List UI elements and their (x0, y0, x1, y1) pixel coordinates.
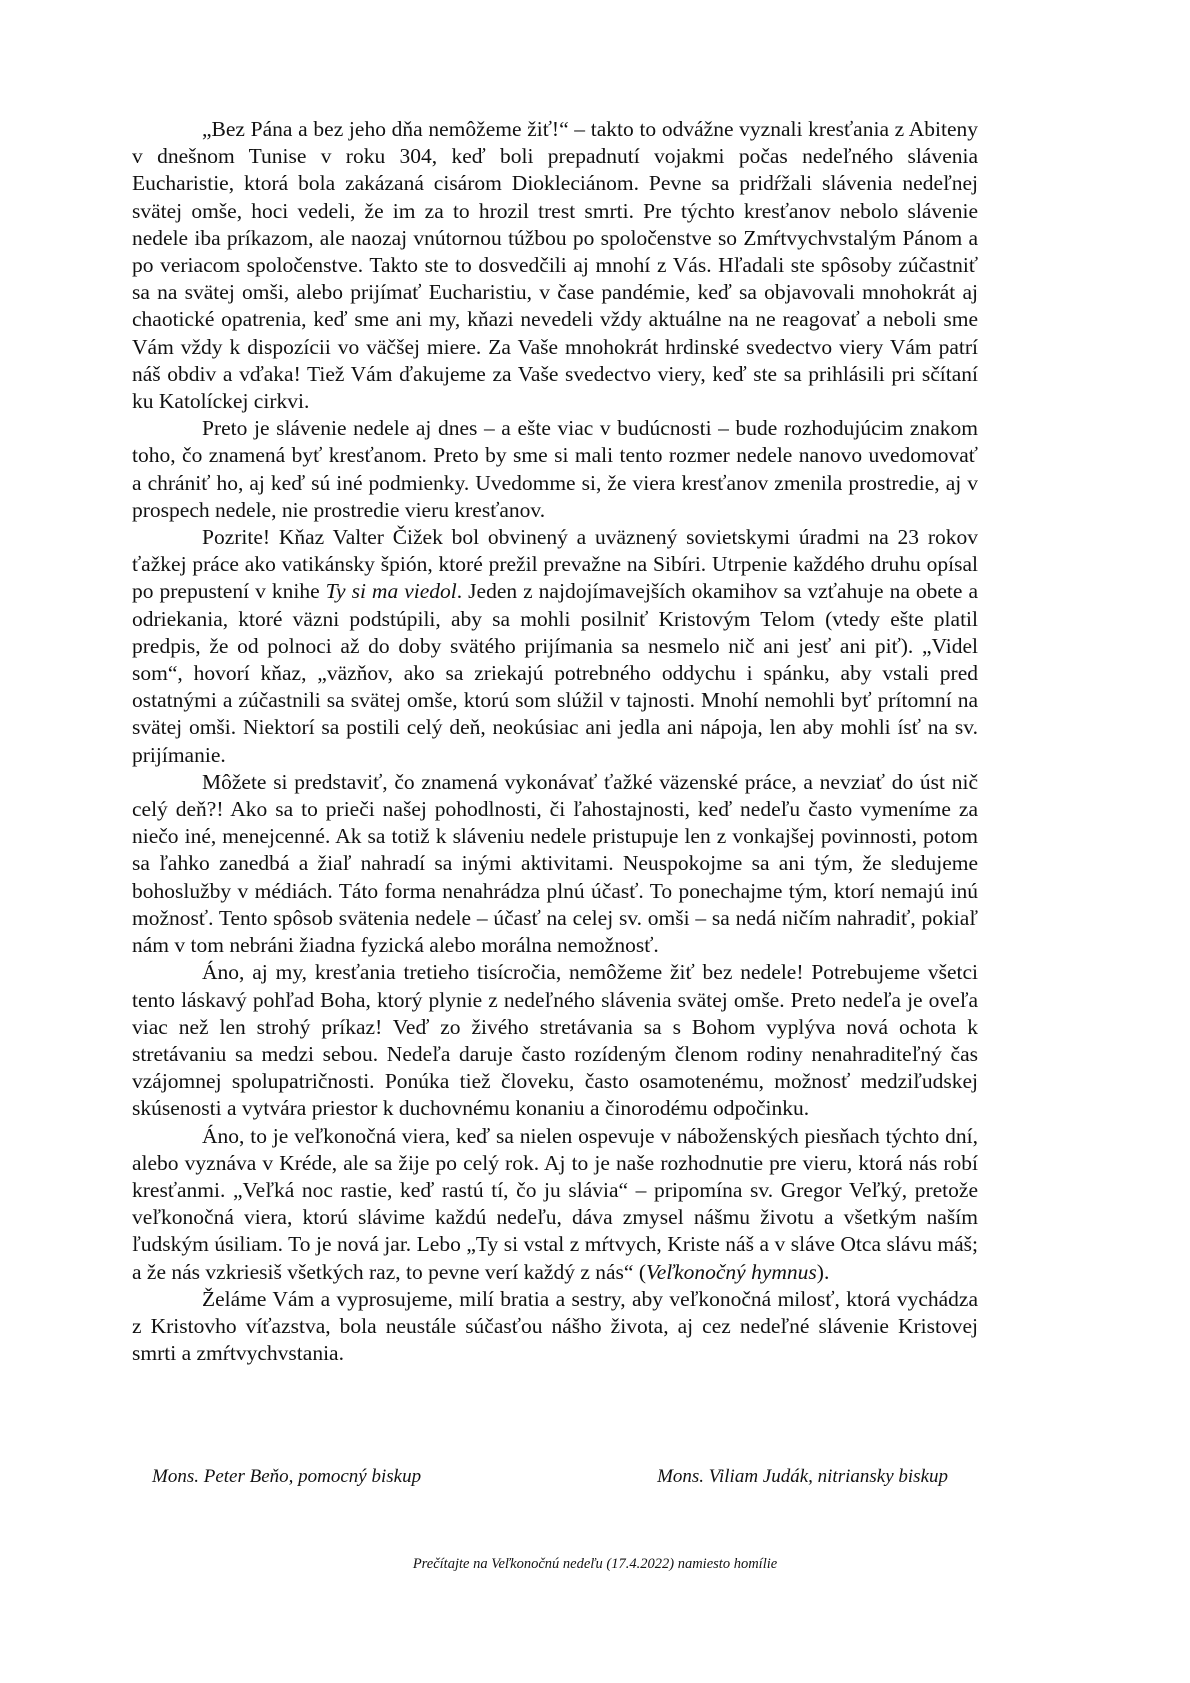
signature-left: Mons. Peter Beňo, pomocný biskup (152, 1466, 422, 1487)
hymn-title: Veľkonočný hymnus (645, 1259, 817, 1284)
paragraph-3-part-b: . Jeden z najdojímavejších okamihov sa vzťahuje na obete a odriekania, ktoré väzni podstúpili, aby sa mohli posilniť Kristovým Telom (vtedy ešte platil predpis, že od polnoci až do doby svätého prijímania sa nesmelo nič ani jesť ani piť). „Videl som“, hovorí kňaz, „väzňov, ako sa zriekajú potrebného oddychu i spánku, aby vstali pred ostatnými a zúčastnili sa svätej omše, ktorú som slúžil v tajnosti. Mnohí nemohli byť prítomní na svätej omši. Niektorí sa postili celý deň, neokúsiac ani jedla ani nápoja, len aby mohli ísť na sv. prijímanie. (132, 579, 978, 767)
paragraph-3 (132, 524, 978, 769)
paragraph-5: Áno, aj my, kresťania tretieho tisícročia, nemôžeme žiť bez nedele! Potrebujeme všetci tento láskavý pohľad Boha, ktorý plynie z nedeľného slávenia svätej omše. Preto nedeľa je oveľa viac než len strohý príkaz! Veď zo živého stretávania sa s Bohom vyplýva nová ochota k stretávaniu sa medzi sebou. Nedeľa daruje často rozídeným členom rodiny nenahraditeľný čas vzájomnej spolupatričnosti. Ponúka tiež človeku, často osamotenému, možnosť medziľudskej skúsenosti a vytvára priestor k duchovnému konaniu a činorodému odpočinku. (132, 960, 978, 1121)
paragraph-1: „Bez Pána a bez jeho dňa nemôžeme žiť!“ – takto to odvážne vyznali kresťania z Abiteny v dnešnom Tunise v roku 304, keď boli prepadnutí vojakmi počas nedeľného slávenia Eucharistie, ktorá bola zakázaná cisárom Diokleciánom. Pevne sa pridŕžali slávenia nedeľnej svätej omše, hoci vedeli, že im za to hrozil trest smrti. Pre týchto kresťanov nebolo slávenie nedele iba príkazom, ale naozaj vnútornou túžbou po spoločenstve so Zmŕtvychvstalým Pánom a po veriacom spoločenstve. Takto ste to dosvedčili aj mnohí z Vás. Hľadali ste spôsoby zúčastniť sa na svätej omši, alebo prijímať Eucharistiu, v čase pandémie, keď sa objavovali mnohokrát aj chaotické opatrenia, keď sme ani my, kňazi nevedeli vždy aktuálne na ne reagovať a neboli sme Vám vždy k dispozícii vo väčšej miere. Za Vaše mnohokrát hrdinské svedectvo viery Vám patrí náš obdiv a vďaka! Tiež Vám ďakujeme za Vaše svedectvo viery, keď ste sa prihlásili pri sčítaní ku Katolíckej cirkvi. (132, 117, 978, 414)
book-title: Ty si ma viedol (325, 579, 457, 604)
letter-body (132, 116, 978, 1367)
paragraph-6 (132, 1123, 978, 1286)
paragraph-6-part-a: Áno, to je veľkonočná viera, keď sa nielen ospevuje v náboženských piesňach týchto dní, alebo vyznáva v Kréde, ale sa žije po celý rok. Aj to je naše rozhodnutie pre vieru, ktorá nás robí kresťanmi. „Veľká noc rastie, keď rastú tí, čo ju slávia“ – pripomína sv. Gregor Veľký, pretože veľkonočná viera, ktorú slávime každú nedeľu, dáva zmysel nášmu životu a všetkým naším ľudským úsiliam. To je nová jar. Lebo „Ty si vstal z mŕtvych, Kriste náš a v sláve Otca slávu máš; a že nás vzkriesiš všetkých raz, to pevne verí každý z nás“ ( (132, 1123, 978, 1284)
footer-note: Prečítajte na Veľkonočnú nedeľu (17.4.2022) namiesto homílie (412, 1556, 778, 1572)
paragraph-3-part-a: Pozrite! Kňaz Valter Čižek bol obvinený a uväznený sovietskymi úradmi na 23 rokov ťažkej práce ako vatikánsky špión, ktoré prežil prevažne na Sibíri. Utrpenie každého druhu opísal po prepustení v knihe (132, 525, 978, 604)
signature-right: Mons. Viliam Judák, nitriansky biskup (657, 1466, 948, 1487)
paragraph-4: Môžete si predstaviť, čo znamená vykonávať ťažké väzenské práce, a nevziať do úst nič celý deň?! Ako sa to prieči našej pohodlnosti, či ľahostajnosti, keď nedeľu často vymeníme za niečo iné, menejcenné. Ak sa totiž k sláveniu nedele pristupuje len z vonkajšej povinnosti, potom sa ľahko zanedbá a žiaľ nahradí sa inými aktivitami. Neuspokojme sa ani tým, že sledujeme bohoslužby v médiách. Táto forma nenahrádza plnú účasť. To ponechajme tým, ktorí nemajú inú možnosť. Tento spôsob svätenia nedele – účasť na celej sv. omši – sa nedá ničím nahradiť, pokiaľ nám v tom nebráni žiadna fyzická alebo morálna nemožnosť. (132, 769, 978, 958)
paragraph-7: Želáme Vám a vyprosujeme, milí bratia a sestry, aby veľkonočná milosť, ktorá vychádza z Kristovho víťazstva, bola neustále súčasťou nášho života, aj cez nedeľné slávenie Kristovej smrti a zmŕtvychvstania. (132, 1286, 978, 1366)
paragraph-2: Preto je slávenie nedele aj dnes – a ešte viac v budúcnosti – bude rozhodujúcim znakom toho, čo znamená byť kresťanom. Preto by sme si mali tento rozmer nedele nanovo uvedomovať a chrániť ho, aj keď sú iné podmienky. Uvedomme si, že viera kresťanov zmenila prostredie, aj v prospech nedele, nie prostredie vieru kresťanov. (132, 416, 978, 522)
paragraph-6-part-b: ). (816, 1259, 830, 1284)
